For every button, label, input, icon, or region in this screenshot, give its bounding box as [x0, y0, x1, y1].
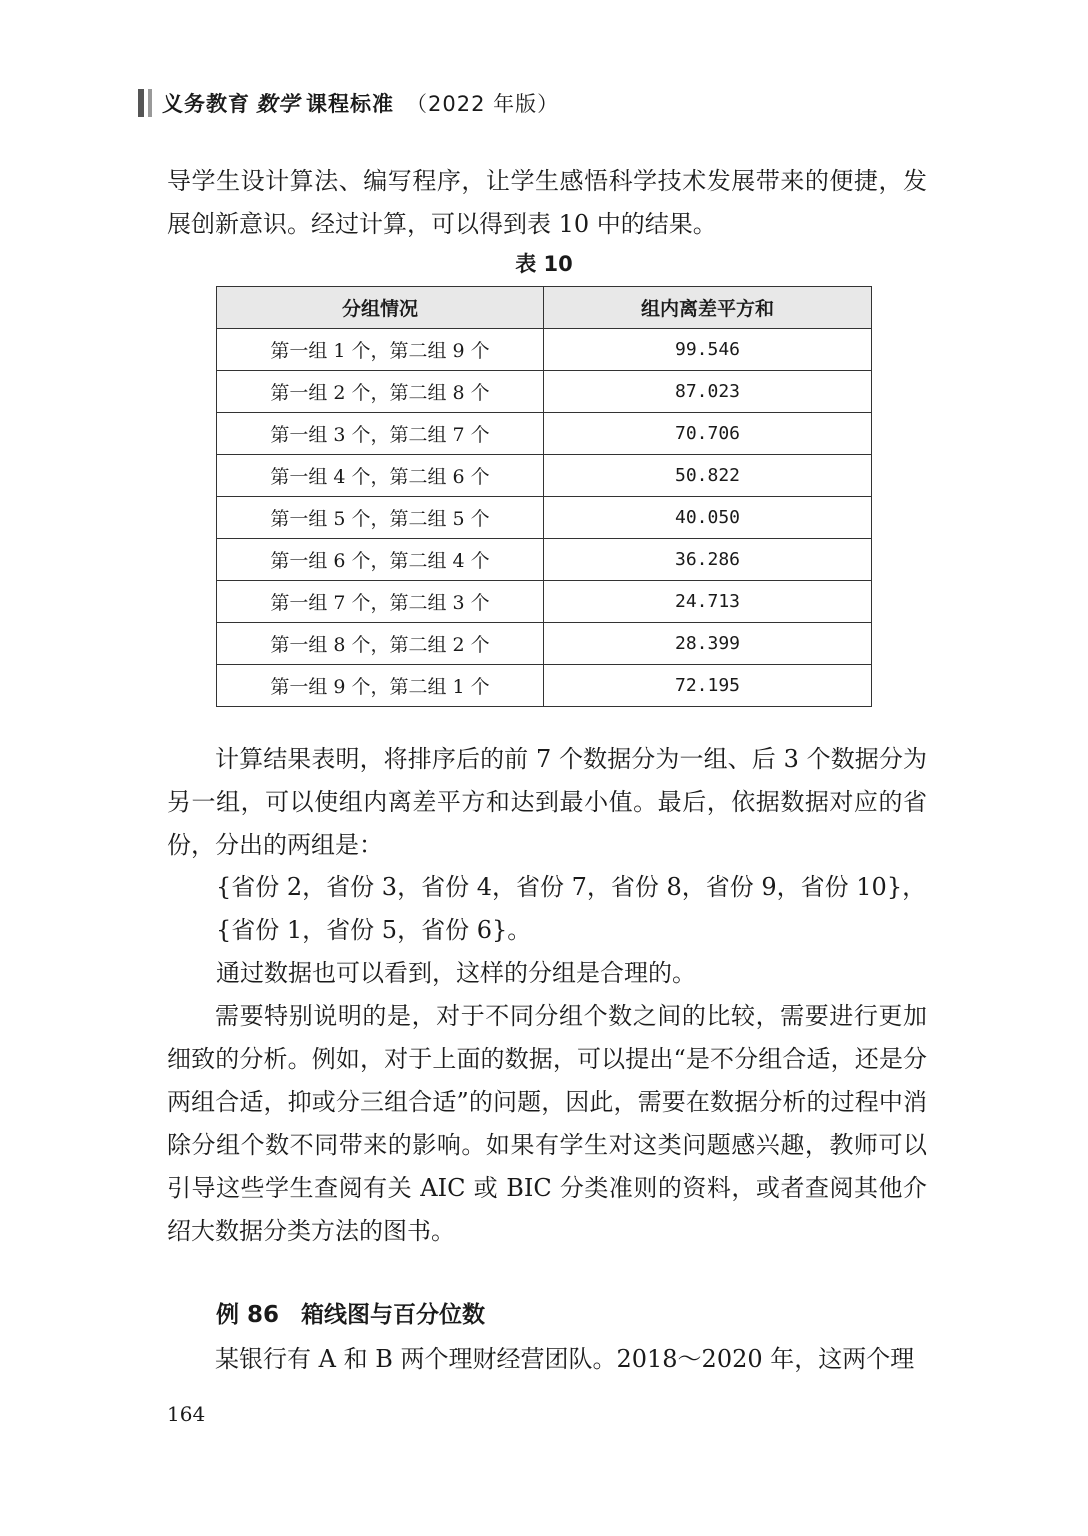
- value-cell: 70.706: [544, 413, 872, 455]
- table-row: [217, 371, 872, 413]
- table-row: [217, 581, 872, 623]
- grouping-cell: 第一组 7 个，第二组 3 个: [217, 581, 544, 623]
- value-cell: 87.023: [544, 371, 872, 413]
- paragraph-2: 计算结果表明，将排序后的前 7 个数据分为一组、后 3 个数据分为另一组，可以使组内离差平方和达到最小值。最后，依据数据对应的省份，分出的两组是：: [167, 745, 927, 859]
- group-set-1: {省份 2，省份 3，省份 4，省份 7，省份 8，省份 9，省份 10}，: [216, 873, 927, 901]
- page-number: 164: [167, 1402, 206, 1426]
- header-title-a: 义务教育: [162, 92, 250, 116]
- table-header-row: [217, 287, 872, 329]
- paragraph-3: 通过数据也可以看到，这样的分组是合理的。: [216, 959, 696, 987]
- header-bar-icon: [138, 89, 152, 117]
- example-heading: [216, 1296, 485, 1329]
- header-edition: （2022 年版）: [406, 92, 560, 116]
- grouping-cell: 第一组 1 个，第二组 9 个: [217, 329, 544, 371]
- table-row: [217, 413, 872, 455]
- value-cell: 99.546: [544, 329, 872, 371]
- grouping-cell: 第一组 5 个，第二组 5 个: [217, 497, 544, 539]
- grouping-cell: 第一组 2 个，第二组 8 个: [217, 371, 544, 413]
- header-title-c: 课程标准: [306, 92, 394, 116]
- grouping-cell: 第一组 6 个，第二组 4 个: [217, 539, 544, 581]
- column-header-grouping: 分组情况: [217, 287, 544, 329]
- table-row: [217, 497, 872, 539]
- value-cell: 28.399: [544, 623, 872, 665]
- running-header: [138, 86, 559, 120]
- paragraph-5: 某银行有 A 和 B 两个理财经营团队。2018～2020 年，这两个理: [215, 1345, 915, 1373]
- paragraph-4: 需要特别说明的是，对于不同分组个数之间的比较，需要进行更加细致的分析。例如，对于上面的数据，可以提出“是不分组合适，还是分两组合适，抑或分三组合适”的问题，因此，需要在数据分析的过程中消除分组个数不同带来的影响。如果有学生对这类问题感兴趣，教师可以引导这些学生查阅有关 AIC 或 BIC 分类准则的资料，或者查阅其他介绍大数据分类方法的图书。: [167, 1002, 927, 1245]
- grouping-cell: 第一组 9 个，第二组 1 个: [217, 665, 544, 707]
- header-title: [162, 88, 559, 118]
- column-header-deviation: 组内离差平方和: [544, 287, 872, 329]
- grouping-cell: 第一组 8 个，第二组 2 个: [217, 623, 544, 665]
- value-cell: 36.286: [544, 539, 872, 581]
- grouping-cell: 第一组 4 个，第二组 6 个: [217, 455, 544, 497]
- paragraph-1: 导学生设计算法、编写程序，让学生感悟科学技术发展带来的便捷，发展创新意识。经过计算，可以得到表 10 中的结果。: [167, 167, 927, 238]
- table-row: [217, 623, 872, 665]
- table-row: [217, 539, 872, 581]
- group-set-2: {省份 1，省份 5，省份 6}。: [216, 916, 532, 944]
- header-title-b: 数学: [256, 92, 300, 116]
- table-row: [217, 455, 872, 497]
- table-caption: 表 10: [515, 252, 573, 276]
- example-title: 箱线图与百分位数: [301, 1302, 486, 1328]
- value-cell: 40.050: [544, 497, 872, 539]
- grouping-cell: 第一组 3 个，第二组 7 个: [217, 413, 544, 455]
- value-cell: 72.195: [544, 665, 872, 707]
- example-number: 例 86: [216, 1302, 280, 1328]
- value-cell: 50.822: [544, 455, 872, 497]
- table-row: [217, 665, 872, 707]
- table-row: [217, 329, 872, 371]
- results-table: [216, 286, 872, 707]
- value-cell: 24.713: [544, 581, 872, 623]
